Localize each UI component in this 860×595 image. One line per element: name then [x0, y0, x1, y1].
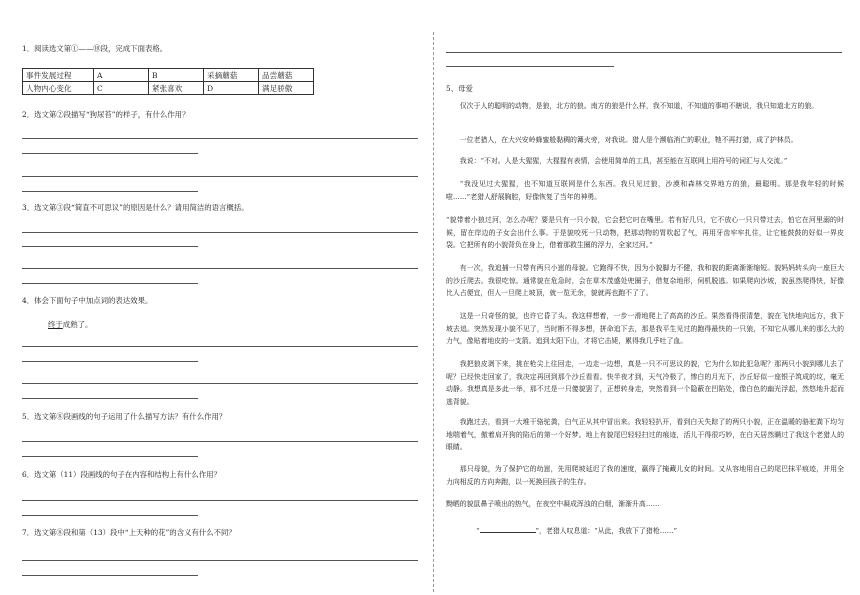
dotted-word: 终于 — [48, 320, 63, 329]
answer-line[interactable] — [22, 191, 198, 192]
question-2: 2．选文第②段描写“狗尿苔”的样子，有什么作用？ — [22, 110, 190, 119]
passage-paragraph: 黝晒的貌鼠鼻子喷出的热气，在夜空中凝成浑浊的白烟，渐渐升高…… — [446, 500, 660, 508]
column-divider — [433, 32, 434, 592]
answer-line[interactable] — [22, 575, 198, 576]
passage-last-line-text: ”，老猎人叹息道：“从此，我放下了猎枪……” — [535, 527, 678, 535]
table-cell: 人物内心变化 — [23, 82, 94, 95]
passage-paragraph: 这是一只奇怪的貌，也许它昏了头。我这样想着，一步一滑地爬上了高高的沙丘。果然看得很清楚，貌在飞快地向远方，我下坡去追。突然发现小貌不见了，当时断不得多想，拼命追下去，那是我平生见过的跑得最快的一只狼，不知它从哪儿来的那么大的力气，像贴着地皮的一支箭。追到太阳下山，才将它击毙，累得我几乎吐了血。 — [446, 312, 844, 345]
table-cell: 事件发展过程 — [23, 69, 94, 82]
right-column — [446, 0, 844, 595]
answer-line[interactable] — [22, 268, 418, 269]
answer-line[interactable] — [22, 441, 418, 442]
table-cell: B — [149, 69, 204, 82]
left-column — [22, 0, 420, 595]
question-4: 4．体会下面句子中加点词的表达效果。 — [22, 296, 153, 305]
question-7: 7．选文第⑧段和第（13）段中“上天种的花”的含义有什么不同？ — [22, 528, 236, 537]
answer-line[interactable] — [22, 176, 418, 177]
answer-line[interactable] — [446, 66, 614, 67]
answer-line[interactable] — [22, 153, 198, 154]
passage-paragraph: 我跑过去，看到一大堆干骆驼粪，白气正从其中冒出来。我轻轻扒开，看到白天失踪了的两只小貌，正在温暖的骆驼粪下均匀地喘着气，傲着肩开狗的陷后的第一个好梦。地上有貌尾巴轻轻扫过的痕迹，活儿干得很巧妙，在白天居然瞒过了我这个老猎人的眼睛。 — [446, 418, 844, 451]
table-row — [23, 82, 314, 95]
question-4-sentence — [48, 320, 92, 330]
answer-line[interactable] — [22, 346, 418, 347]
question-4-sentence-rest: 成熟了。 — [62, 320, 93, 329]
answer-line[interactable] — [22, 500, 418, 501]
table-cell: A — [94, 69, 149, 82]
table-cell: 满足骄傲 — [259, 82, 314, 95]
answer-line[interactable] — [22, 361, 198, 362]
question-5: 5．选文第⑧段画线的句子运用了什么描写方法？有什么作用？ — [22, 412, 227, 421]
answer-line[interactable] — [22, 560, 418, 561]
question-3: 3．选文第③段“简直不可思议”的原因是什么？请用简洁的语言概括。 — [22, 203, 249, 212]
passage-paragraph: “貌带着小狼过河，怎么办呢？要是只有一只小貌，它会把它叼在嘴里。若有好几只，它不放心一只只带过去，怕它在河里溺的时候，留在岸边的子女会出什么事。于是貌咬死一只动物，把那动物的胃吹起了气，再用牙齿牢牢扎住，让它能鼓鼓的好似一界皮袋。它把所有的小貌背负在身上，借着那救生圈的浮力，全家过河。” — [446, 216, 844, 249]
table-cell: C — [94, 82, 149, 95]
answer-line[interactable] — [22, 138, 418, 139]
passage-paragraph: 那只母貌，为了保护它的幼崽，先用爬坡延迟了我的速度，赢得了掩藏儿女的时间。又从容地用自己的尾巴抹平痕迹，并用全力向相反的方向奔跑，以一死换回孩子的生存。 — [446, 465, 844, 486]
passage-paragraph: 一位老猎人，在大兴安岭蜂蜜般黏稠的篝火旁，对我说。猎人是个濒临消亡的职业，牠不再打猎，成了护林员。 — [459, 136, 798, 144]
question-6: 6．选文第（11）段画线的句子在内容和结构上有什么作用？ — [22, 470, 221, 479]
passage-paragraph: 我说：“不对。人是大猩猩，大猩猩有表情，会使用简单的工具，甚至能在互联网上用符号的词汇与人交流。” — [459, 157, 788, 165]
answer-line[interactable] — [22, 232, 418, 233]
table-cell: 采摘蘑菇 — [204, 69, 259, 82]
table-cell: 品尝蘑菇 — [259, 69, 314, 82]
fill-blank[interactable] — [480, 524, 536, 533]
passage-title: 5、母爱 — [446, 84, 473, 93]
answer-line[interactable] — [22, 283, 198, 284]
events-table — [22, 68, 314, 95]
table-cell: 紧张喜欢 — [149, 82, 204, 95]
table-row — [23, 69, 314, 82]
passage-paragraph: “我没见过大猩猩，也不知道互联网是什么东西。我只见过狼，沙漠和森林交界地方的狼，最聪明。那是我年轻的时候啦……”老猎人舒展胸腔，好像恢复了当年的神勇。 — [446, 180, 844, 201]
passage-last-line: “ ”，老猎人叹息道：“从此，我放下了猎枪……” — [446, 524, 844, 538]
question-1: 1．阅读选文第①——⑩段，完成下面表格。 — [22, 44, 168, 53]
passage-paragraph: 有一次，我追捕一只带有两只小崽的母貌。它跑得不快，因为小貌脚力不健，我和貌的距离渐渐缩短。貌妈妈转头向一座巨大的沙丘爬去。我很吃惊。通常貌在危急时，会在草木茂盛处兜圈子，借复杂地形，伺机脱逃。如果爬向沙坡，貌虽然爬得快，好像比人占便宜，但人一旦爬上坡顶，就一览无余，貌就再也跑不了了。 — [446, 264, 844, 297]
answer-line[interactable] — [22, 246, 198, 247]
passage-paragraph: 我把狼皮剥下来，挑在枪尖上往回走，一边走一边想，真是一只不可思议的貌，它为什么如此犯急呢？那两只小貌到哪儿去了呢？已经快走回家了，我决定再回到那个沙丘看看。快半夜才到，天气冷极了，惨白的月光下，沙丘好似一座银子筑成的坟，毫无动静。我想真是多此一举，那不过是一只傻貌罢了，正想转身走，突然看到一个隐蔽在凹陷处，像白色的幽光浮起，然悠地升起而逃背貌。 — [446, 360, 844, 406]
answer-line[interactable] — [446, 52, 842, 53]
answer-line[interactable] — [22, 456, 198, 457]
answer-line[interactable] — [22, 398, 198, 399]
passage-paragraph: 仅次于人的聪明的动物，是狼，北方的狼。南方的狼是什么样，我不知道，不知道的事咱不瞎说，我只知道北方的狼。 — [459, 102, 819, 110]
answer-line[interactable] — [22, 383, 418, 384]
table-cell: D — [204, 82, 259, 95]
answer-line[interactable] — [22, 515, 198, 516]
